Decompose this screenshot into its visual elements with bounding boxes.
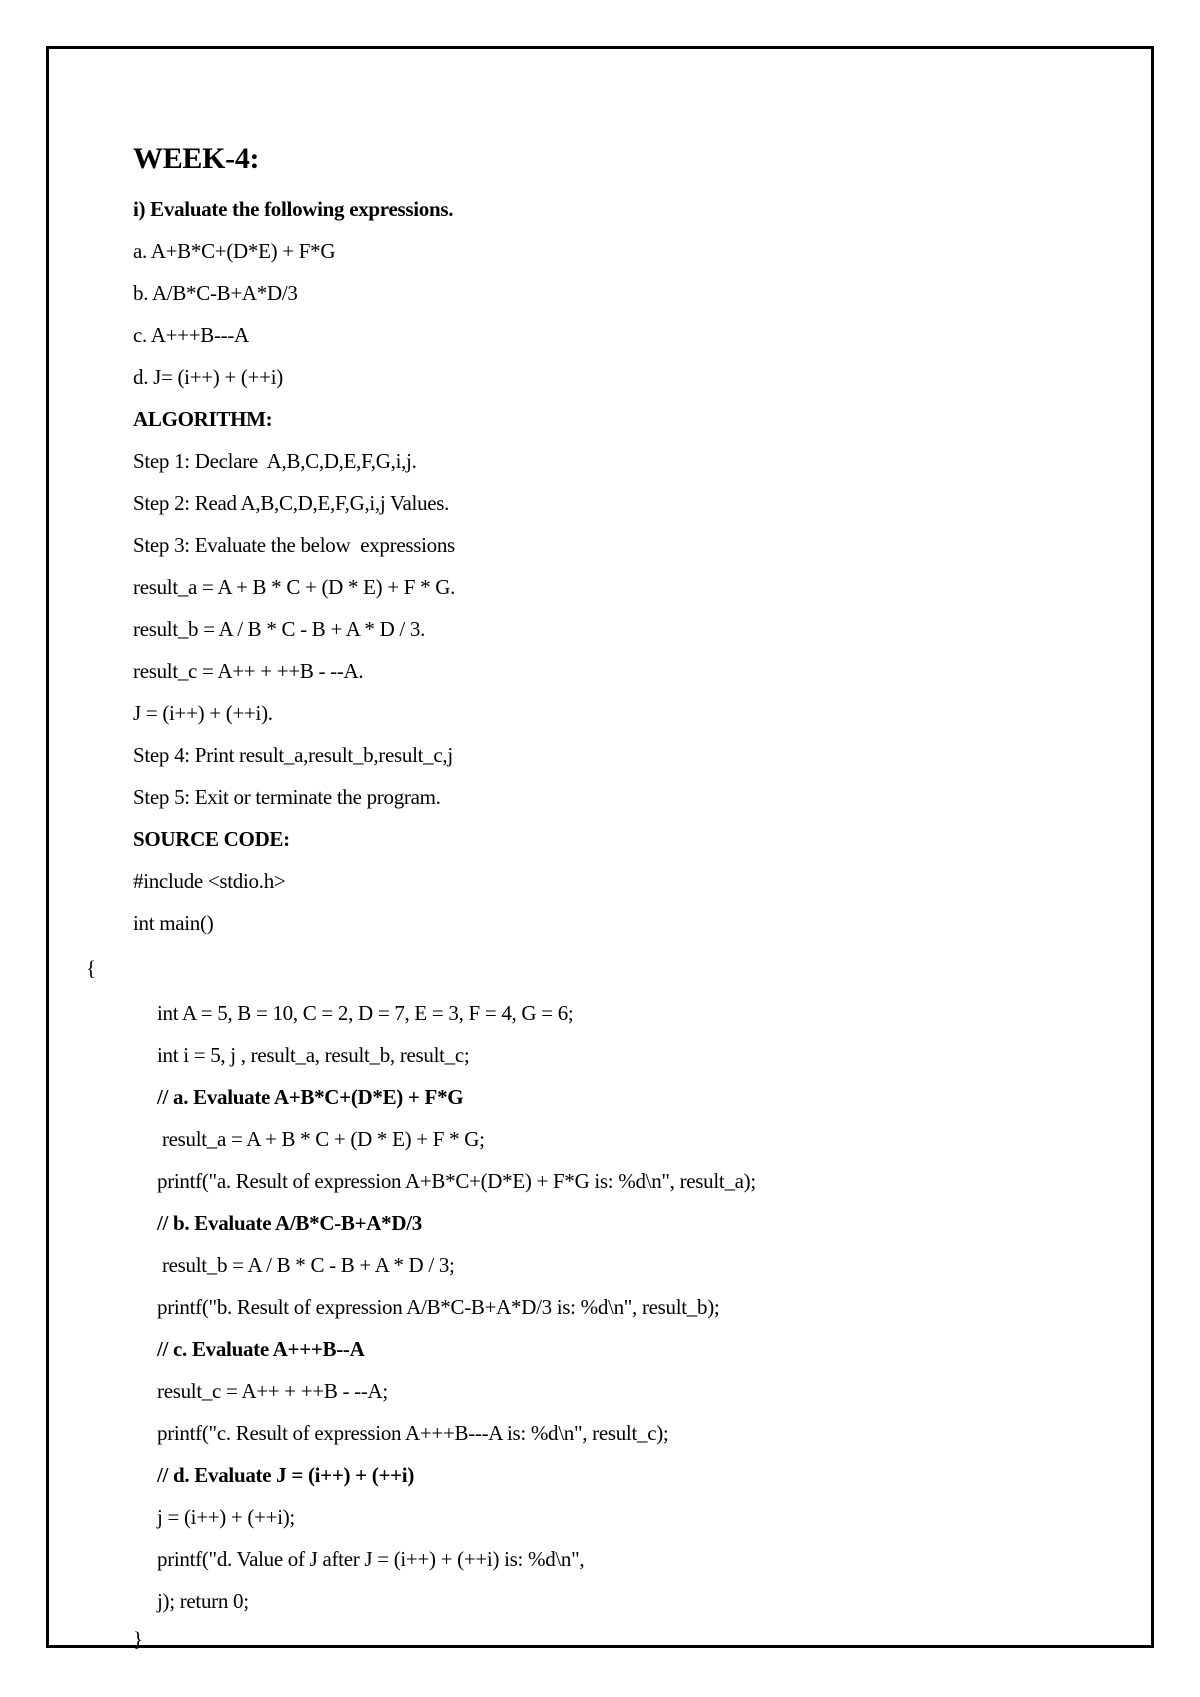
- code-comment: // d. Evaluate J = (i++) + (++i): [157, 1463, 415, 1487]
- algorithm-expression: result_c = A++ + ++B - --A.: [133, 659, 364, 683]
- algorithm-heading: ALGORITHM:: [133, 407, 273, 431]
- code-open-brace: {: [86, 956, 96, 980]
- code-include: #include <stdio.h>: [133, 869, 286, 893]
- code-line: result_c = A++ + ++B - --A;: [157, 1379, 388, 1403]
- code-comment: // a. Evaluate A+B*C+(D*E) + F*G: [157, 1085, 464, 1109]
- algorithm-step: Step 4: Print result_a,result_b,result_c,j: [133, 743, 453, 767]
- code-line: j = (i++) + (++i);: [157, 1505, 295, 1529]
- question-item-d: d. J= (i++) + (++i): [133, 365, 283, 389]
- page-title: WEEK-4:: [133, 142, 260, 175]
- algorithm-step: Step 3: Evaluate the below expressions: [133, 533, 455, 557]
- algorithm-step: Step 5: Exit or terminate the program.: [133, 785, 441, 809]
- code-line: int i = 5, j , result_a, result_b, result_c;: [157, 1043, 470, 1067]
- code-line: int A = 5, B = 10, C = 2, D = 7, E = 3, F = 4, G = 6;: [157, 1001, 574, 1025]
- code-close-brace: }: [133, 1627, 143, 1651]
- question-heading: i) Evaluate the following expressions.: [133, 197, 454, 221]
- algorithm-step: Step 1: Declare A,B,C,D,E,F,G,i,j.: [133, 449, 417, 473]
- question-item-c: c. A+++B---A: [133, 323, 249, 347]
- code-main: int main(): [133, 911, 214, 935]
- code-line: printf("c. Result of expression A+++B---A is: %d\n", result_c);: [157, 1421, 669, 1445]
- algorithm-expression: J = (i++) + (++i).: [133, 701, 273, 725]
- code-comment: // c. Evaluate A+++B--A: [157, 1337, 365, 1361]
- code-comment: // b. Evaluate A/B*C-B+A*D/3: [157, 1211, 422, 1235]
- question-item-b: b. A/B*C-B+A*D/3: [133, 281, 298, 305]
- question-item-a: a. A+B*C+(D*E) + F*G: [133, 239, 336, 263]
- algorithm-expression: result_b = A / B * C - B + A * D / 3.: [133, 617, 426, 641]
- code-line: result_b = A / B * C - B + A * D / 3;: [157, 1253, 455, 1277]
- algorithm-step: Step 2: Read A,B,C,D,E,F,G,i,j Values.: [133, 491, 450, 515]
- code-line: result_a = A + B * C + (D * E) + F * G;: [157, 1127, 485, 1151]
- code-line: printf("a. Result of expression A+B*C+(D*E) + F*G is: %d\n", result_a);: [157, 1169, 756, 1193]
- code-line: printf("b. Result of expression A/B*C-B+A*D/3 is: %d\n", result_b);: [157, 1295, 720, 1319]
- source-code-heading: SOURCE CODE:: [133, 827, 290, 851]
- code-line: printf("d. Value of J after J = (i++) + (++i) is: %d\n",: [157, 1547, 585, 1571]
- code-line: j); return 0;: [157, 1589, 249, 1613]
- algorithm-expression: result_a = A + B * C + (D * E) + F * G.: [133, 575, 456, 599]
